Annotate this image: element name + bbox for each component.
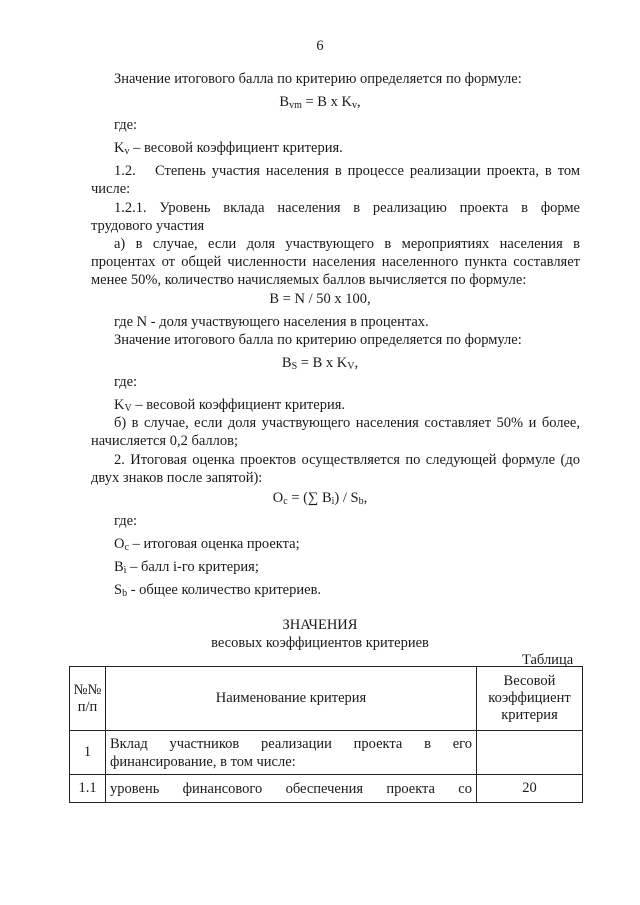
formula: $O_c$ = (∑ $B_i) / S_b$, bbox=[272, 490, 368, 507]
page-number: 6 bbox=[316, 38, 324, 54]
table-title: ЗНАЧЕНИЯ bbox=[282, 617, 358, 633]
header-weight: Весовой коэффициент критерия bbox=[477, 667, 583, 731]
table-label: Таблица bbox=[522, 652, 574, 668]
text-line: $K_v$ – весовой коэффициент критерия. bbox=[114, 140, 343, 157]
text-line: $S_b$ - общее количество критериев. bbox=[114, 582, 322, 599]
header-name: Наименование критерия bbox=[106, 667, 477, 731]
text-line: $B_i$ – балл i-го критерия; bbox=[114, 559, 259, 576]
formula: $B_{vm} = B$ x $K_v$, bbox=[279, 94, 361, 111]
text-line: 2. Итоговая оценка проектов осуществляется по следующей формуле (до bbox=[114, 452, 580, 468]
text-line: Значение итогового балла по критерию определяется по формуле: bbox=[114, 71, 522, 87]
text-line: Значение итогового балла по критерию определяется по формуле: bbox=[114, 332, 522, 348]
table-row bbox=[70, 775, 583, 803]
text-line: а) в случае, если доля участвующего в мероприятиях населения в bbox=[114, 236, 580, 252]
text-line: менее 50%, количество начисляемых баллов вычисляется по формуле: bbox=[91, 272, 527, 288]
text-line: $K_V$ – весовой коэффициент критерия. bbox=[114, 397, 345, 414]
row-name: уровень финансового обеспечения проекта со bbox=[106, 775, 477, 803]
text-line: где: bbox=[114, 117, 138, 133]
text-line: трудового участия bbox=[91, 218, 205, 234]
row-weight: 20 bbox=[477, 775, 583, 803]
table-header-row bbox=[70, 667, 583, 731]
criteria-table bbox=[69, 666, 583, 803]
text-line: 1.2.1. Уровень вклада населения в реализацию проекта в форме bbox=[114, 200, 580, 216]
table-subtitle: весовых коэффициентов критериев bbox=[211, 635, 429, 651]
text-line: двух знаков после запятой): bbox=[91, 470, 263, 486]
row-num: 1.1 bbox=[70, 775, 106, 803]
table-row bbox=[70, 731, 583, 775]
row-name: Вклад участников реализации проекта в его финансирование, в том числе: bbox=[106, 731, 477, 775]
section-number: 1.2. bbox=[114, 163, 136, 179]
formula: B = N / 50 x 100, bbox=[269, 291, 371, 307]
header-num: №№ п/п bbox=[70, 667, 106, 731]
text-line: где: bbox=[114, 374, 138, 390]
text-line: процентах от общей численности населения населенного пункта составляет bbox=[91, 254, 580, 270]
text-line: числе: bbox=[91, 181, 131, 197]
text-line: начисляется 0,2 баллов; bbox=[91, 433, 238, 449]
row-weight bbox=[477, 731, 583, 775]
formula: $B_S = B$ x $K_V$, bbox=[281, 355, 359, 372]
text-line: Степень участия населения в процессе реализации проекта, в том bbox=[155, 163, 580, 179]
text-line: где N - доля участвующего населения в процентах. bbox=[114, 314, 429, 330]
text-line: б) в случае, если доля участвующего населения составляет 50% и более, bbox=[114, 415, 580, 431]
row-num: 1 bbox=[70, 731, 106, 775]
text-line: $O_c$ – итоговая оценка проекта; bbox=[114, 536, 300, 553]
text-line: где: bbox=[114, 513, 138, 529]
